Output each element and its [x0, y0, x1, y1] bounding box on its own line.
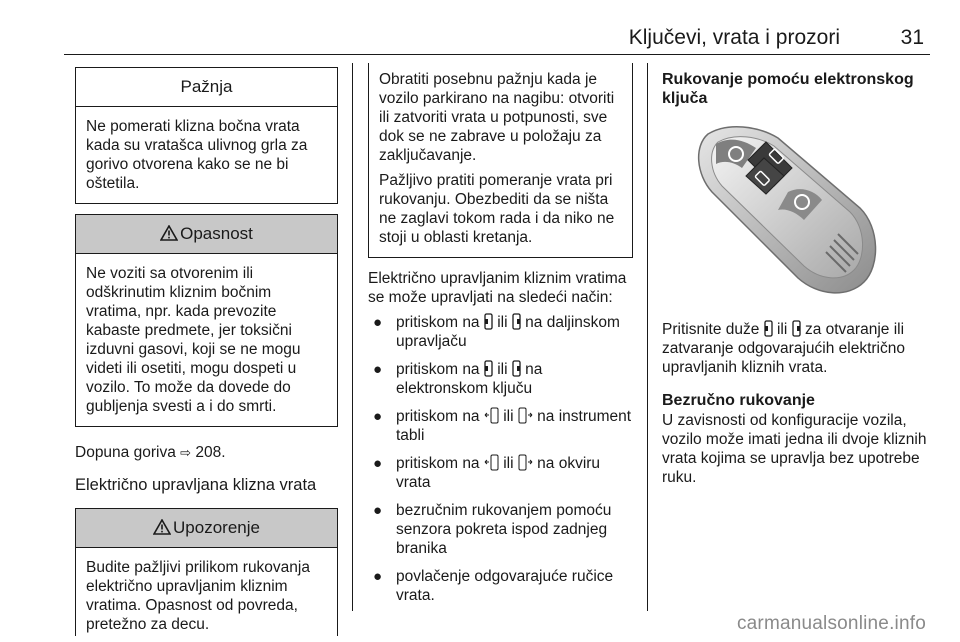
operation-list — [368, 313, 633, 605]
right-sliding-door-switch-icon — [518, 407, 533, 424]
warning-paragraph: Budite pažljivi prilikom rukovanja električno upravljanim kliznim vratima. Opasnost od povreda, pretežno za decu. — [86, 559, 310, 633]
right-door-key-icon — [792, 320, 801, 337]
list-item-text: na daljinskom upravljaču — [396, 314, 620, 350]
caution-box-continued — [368, 63, 633, 258]
left-sliding-door-switch-icon — [484, 407, 499, 424]
warning-box — [75, 508, 338, 636]
warning-triangle-icon — [160, 225, 178, 241]
column-1 — [75, 60, 338, 636]
column-3 — [662, 60, 930, 487]
right-door-frame-switch-icon — [518, 454, 533, 471]
hands-free-heading: Bezručno rukovanje — [662, 392, 815, 409]
list-item-text: ili — [503, 455, 514, 472]
danger-title: Opasnost — [180, 224, 253, 243]
danger-text — [76, 254, 337, 426]
list-item: ● pritiskom na ili na instrument tabli — [373, 408, 632, 444]
key-press-instruction — [662, 320, 930, 377]
watermark: carmanualsonline.info — [736, 613, 926, 634]
list-item-text: pritiskom na — [396, 314, 480, 331]
list-item-text: pritiskom na — [396, 455, 480, 472]
right-door-key-icon — [512, 360, 521, 377]
notice-box — [75, 67, 338, 204]
list-item-text: na instrument tabli — [396, 408, 632, 444]
list-item-text: pritiskom na — [396, 408, 480, 425]
operation-intro: Električno upravljanim kliznim vratima se može upravljati na sledeći način: — [368, 270, 627, 306]
caution-paragraph-1: Obratiti posebnu pažnju kada je vozilo parkirano na nagibu: otvoriti ili zatvoriti vrata u potpunosti, sve dok se ne zabrave u položaju za zaključavanje. — [379, 71, 615, 164]
page-header-title: Ključevi, vrata i prozori — [628, 26, 840, 49]
left-door-frame-switch-icon — [484, 454, 499, 471]
section-heading: Električno upravljana klizna vrata — [75, 476, 317, 494]
list-item-text: ili — [497, 314, 508, 331]
caution-paragraph-2: Pažljivo pratiti pomeranje vrata pri rukovanju. Obezbediti da se ništa ne zaglavi tokom rada i da niko ne stoji u oblasti kretanja. — [379, 172, 615, 246]
list-item: ● povlačenje odgovarajuće ručice vrata. — [373, 568, 614, 604]
electronic-key-illustration — [688, 116, 888, 306]
danger-paragraph: Ne voziti sa otvorenim ili odškrinutim kliznim bočnim vratima, npr. kada prevozite kabaste predmete, jer toksični izduvni gasovi, koji se ne mogu videti ili osetiti, mogu dospeti u vozilo. To može da dovede do gubljenja svesti a i do smrti. — [86, 265, 301, 415]
list-item-text: na okviru vrata — [396, 455, 601, 491]
list-item: ● pritiskom na ili na elektronskom ključu — [373, 361, 543, 397]
key-operation-heading: Rukovanje pomoću elektronskog ključa — [662, 71, 914, 107]
fuel-reference-text: Dopuna goriva — [75, 444, 176, 461]
list-item: ● pritiskom na ili na daljinskom upravljaču — [373, 314, 620, 350]
list-item: ● bezručnim rukovanjem pomoću senzora pokreta ispod zadnjeg branika — [373, 502, 612, 557]
header-rule — [64, 54, 930, 55]
page-reference-arrow-icon: ⇨ — [180, 446, 192, 461]
notice-title: Pažnja — [76, 68, 337, 107]
list-item-text: pritiskom na — [396, 361, 480, 378]
page-header — [64, 0, 930, 60]
instruction-text: ili — [776, 321, 788, 338]
left-door-key-icon — [764, 320, 773, 337]
list-item: ● pritiskom na ili na okviru vrata — [373, 455, 601, 491]
page-number: 31 — [900, 26, 924, 49]
fuel-reference — [75, 443, 338, 463]
list-item-text: ili — [503, 408, 514, 425]
column-divider-right — [647, 63, 648, 611]
warning-header — [76, 509, 337, 548]
warning-title: Upozorenje — [173, 518, 260, 537]
notice-text — [76, 107, 337, 203]
list-item-text: ili — [497, 361, 508, 378]
right-door-remote-icon — [512, 313, 521, 330]
notice-paragraph: Ne pomerati klizna bočna vrata kada su vratašca ulivnog grla za gorivo otvorena kako se ne bi oštetila. — [86, 118, 308, 192]
column-divider-left — [352, 63, 353, 611]
instruction-text: za otvaranje ili zatvaranje odgovarajućih električno upravljanih kliznih vrata. — [662, 321, 905, 376]
warning-triangle-icon — [153, 519, 171, 535]
hands-free-text: U zavisnosti od konfiguracije vozila, vozilo može imati jedna ili dvoje kliznih vrata kojima se upravlja bez upotrebe ruku. — [662, 412, 927, 486]
left-door-remote-icon — [484, 313, 493, 330]
left-door-key-icon — [484, 360, 493, 377]
fuel-reference-page: 208. — [195, 444, 226, 461]
warning-text — [76, 548, 337, 636]
list-item-text: na elektronskom ključu — [396, 361, 543, 397]
danger-box — [75, 214, 338, 427]
list-item-text: povlačenje odgovarajuće ručice vrata. — [396, 568, 614, 604]
list-item-text: bezručnim rukovanjem pomoću senzora pokreta ispod zadnjeg branika — [396, 502, 612, 557]
instruction-text: Pritisnite duže — [662, 321, 760, 338]
danger-header — [76, 215, 337, 254]
caution-text — [369, 63, 632, 257]
column-2 — [368, 60, 633, 614]
